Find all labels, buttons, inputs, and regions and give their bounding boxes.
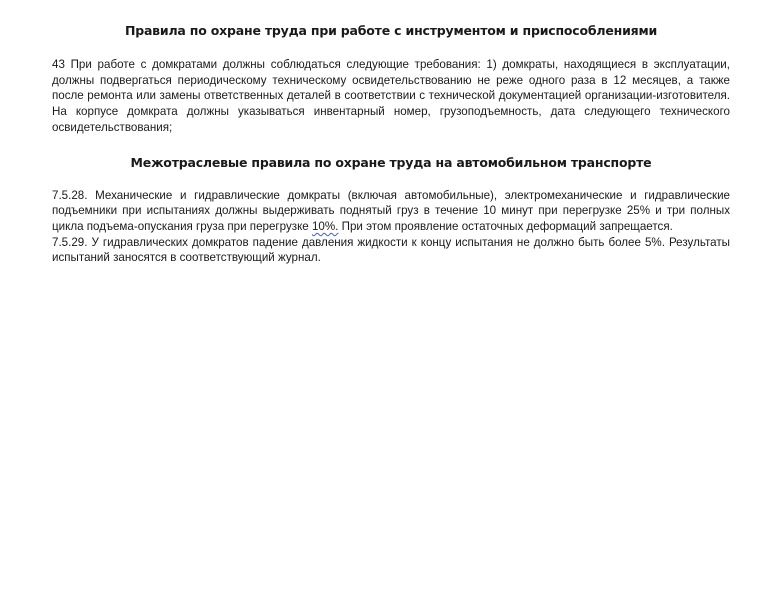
spellcheck-flagged-text[interactable]: 10%. <box>311 219 339 233</box>
document-page <box>52 22 730 266</box>
paragraph-7-5-28 <box>52 188 730 235</box>
paragraph-item-43: 43 При работе с домкратами должны соблюдаться следующие требования: 1) домкраты, находящиеся в эксплуатации, должны подвергаться периодическому техническому освидетельствованию не реже одного раза в 12 месяцев, а также после ремонта или замены ответственных деталей в соответствии с технической документацией организации-изготовителя. На корпусе домкрата должны указываться инвентарный номер, грузоподъемность, дата следующего технического освидетельствования; <box>52 58 730 134</box>
paragraph-7-5-28-tail: При этом проявление остаточных деформаций запрещается. <box>338 219 673 233</box>
paragraph-7-5-28-text: 7.5.28. Механические и гидравлические домкраты (включая автомобильные), электромеханические и гидравлические подъемники при испытаниях должны выдерживать поднятый груз в течение 10 минут при перегрузке 25% и три полных цикла подъема-опускания груза при перегрузке <box>52 188 730 233</box>
section-heading-tool-safety: Правила по охране труда при работе с инструментом и приспособлениями <box>124 23 658 38</box>
paragraph-7-5-29: 7.5.29. У гидравлических домкратов падение давления жидкости к концу испытания не должно быть более 5%. Результаты испытаний заносятся в соответствующий журнал. <box>52 235 730 265</box>
section-heading-auto-transport: Межотраслевые правила по охране труда на автомобильном транспорте <box>130 154 652 170</box>
